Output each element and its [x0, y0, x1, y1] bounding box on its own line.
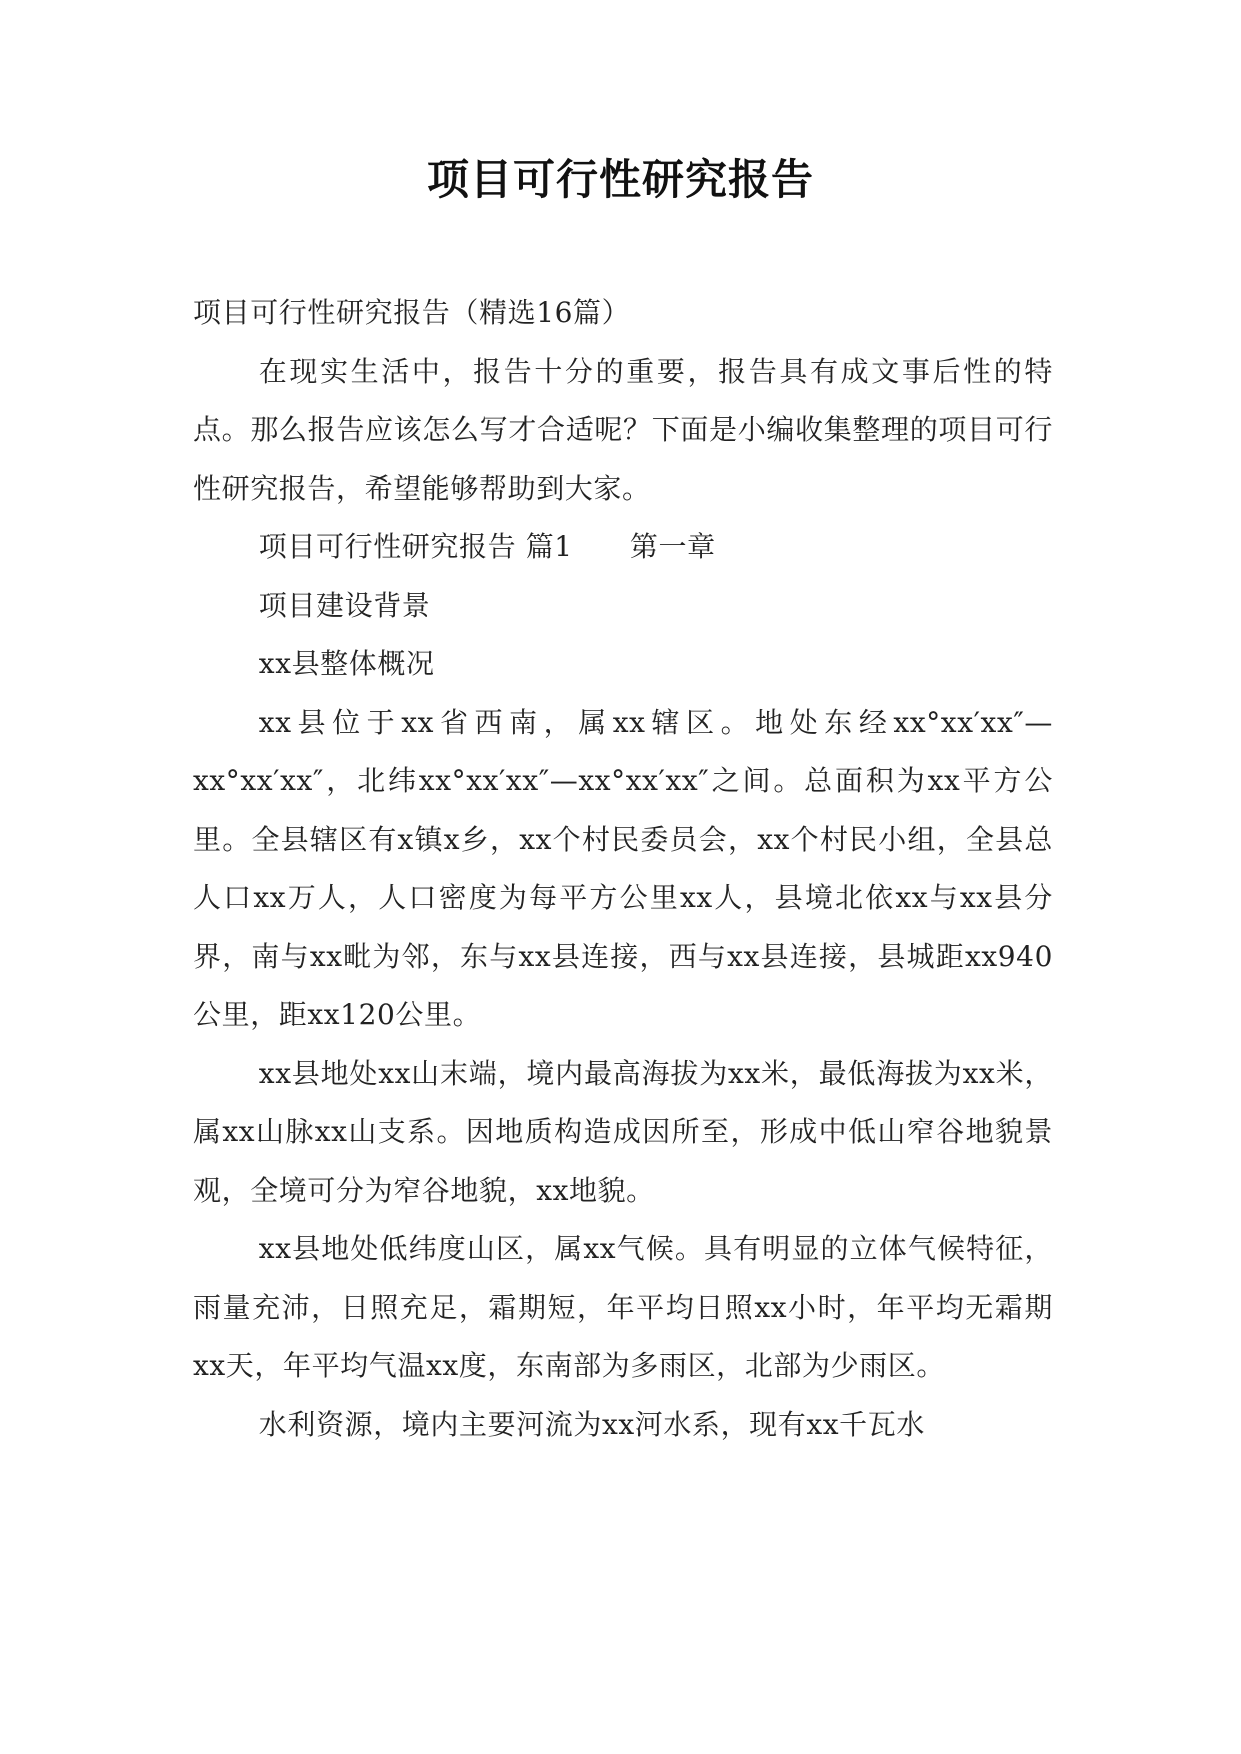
document-title: 项目可行性研究报告 [426, 155, 814, 204]
climate-paragraph: xx县地处低纬度山区，属xx气候。具有明显的立体气候特征，雨量充沛，日照充足，霜期短，年平均日照xx小时，年平均无霜期xx天，年平均气温xx度，东南部为多雨区，北部为少雨区。 [193, 1232, 1053, 1382]
document-body [193, 284, 1053, 1454]
terrain-paragraph: xx县地处xx山末端，境内最高海拔为xx米，最低海拔为xx米，属xx山脉xx山支系。因地质构造成因所至，形成中低山窄谷地貌景观，全境可分为窄谷地貌，xx地貌。 [193, 1056, 1053, 1207]
intro-paragraph: 在现实生活中，报告十分的重要，报告具有成文事后性的特点。那么报告应该怎么写才合适呢？下面是小编收集整理的项目可行性研究报告，希望能够帮助到大家。 [193, 354, 1053, 505]
water-resources-paragraph: 水利资源，境内主要河流为xx河水系，现有xx千瓦水 [258, 1407, 925, 1441]
subtitle-paragraph: 项目可行性研究报告（精选16篇） [193, 296, 631, 329]
section-heading: 项目建设背景 [258, 588, 431, 622]
chapter-heading: 项目可行性研究报告 篇1 第一章 [258, 530, 716, 563]
location-paragraph: xx县位于xx省西南，属xx辖区。地处东经xx°xx′xx″—xx°xx′xx″，北纬xx°xx′xx″—xx°xx′xx″之间。总面积为xx平方公里。全县辖区有x镇x乡，xx个村民委员会，xx个村民小组，全县总人口xx万人，人口密度为每平方公里xx人，县境北依xx与xx县分界，南与xx毗为邻，东与xx县连接，西与xx县连接，县城距xx940公里，距xx120公里。 [193, 705, 1053, 1031]
subsection-heading: xx县整体概况 [258, 647, 435, 680]
